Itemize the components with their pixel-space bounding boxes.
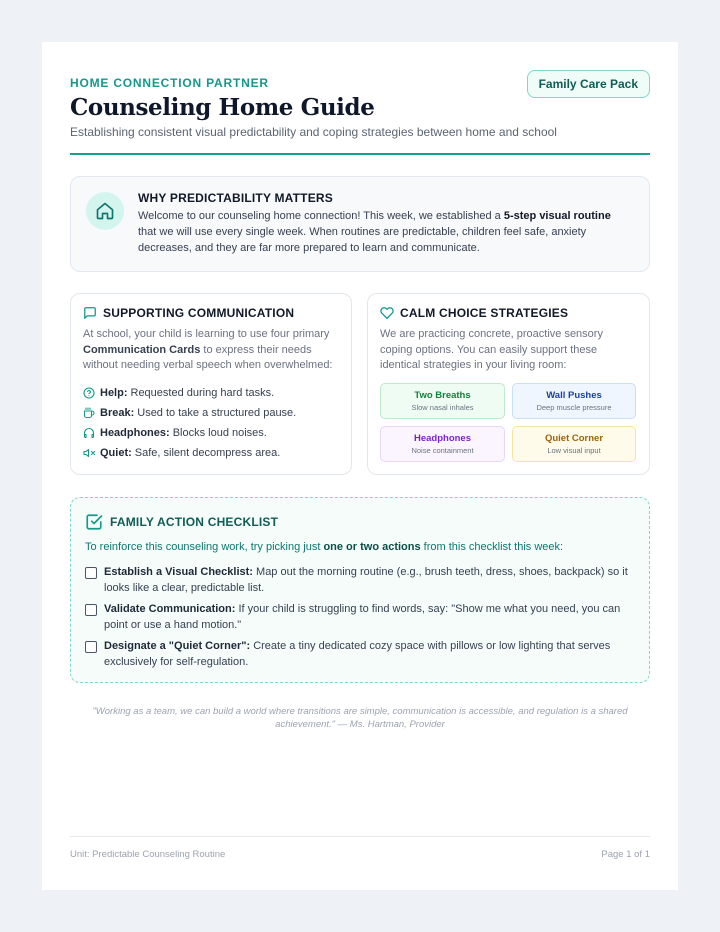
list-item: Quiet: Safe, silent decompress area. xyxy=(83,443,343,463)
why-heading: WHY PREDICTABILITY MATTERS xyxy=(138,191,333,205)
provider-quote: "Working as a team, we can build a world where transitions are simple, communication is accessible, and regulation is a shared achievement." — Ms. Hartman, Provider xyxy=(92,706,628,730)
list-item: Help: Requested during hard tasks. xyxy=(83,383,343,403)
volume-mute-icon xyxy=(83,447,95,459)
strategy-tile-two-breaths: Two Breaths Slow nasal inhales xyxy=(380,383,505,419)
checklist-heading: FAMILY ACTION CHECKLIST xyxy=(110,515,279,529)
checklist-item: Designate a "Quiet Corner": Create a tiny dedicated cozy space with pillows or low lighting that serves exclusively for self-regulation. xyxy=(85,639,637,670)
calm-heading: CALM CHOICE STRATEGIES xyxy=(400,306,569,320)
header-divider xyxy=(70,153,650,155)
checklist-items xyxy=(85,565,637,676)
family-care-pack-badge: Family Care Pack xyxy=(527,70,650,98)
checkbox[interactable] xyxy=(85,567,97,579)
strategy-tile-quiet-corner: Quiet Corner Low visual input xyxy=(512,426,636,462)
checkbox[interactable] xyxy=(85,604,97,616)
list-item: Headphones: Blocks loud noises. xyxy=(83,423,343,443)
help-circle-icon xyxy=(83,387,95,399)
why-body-bold: 5-step visual routine xyxy=(503,210,611,222)
footer-unit: Unit: Predictable Counseling Routine xyxy=(70,849,226,860)
heart-icon xyxy=(380,306,394,320)
strategy-tile-wall-pushes: Wall Pushes Deep muscle pressure xyxy=(512,383,636,419)
communication-card xyxy=(70,293,352,475)
strategy-tiles xyxy=(380,383,636,462)
communication-card-list xyxy=(83,383,343,463)
page-title: Counseling Home Guide xyxy=(70,94,375,121)
family-action-checklist xyxy=(70,497,650,683)
coffee-cup-icon xyxy=(83,407,95,419)
checklist-item: Validate Communication: If your child is struggling to find words, say: "Show me what you need, you can point or use a hand motion." xyxy=(85,602,637,633)
eyebrow-label: HOME CONNECTION PARTNER xyxy=(70,76,269,90)
communication-heading: SUPPORTING COMMUNICATION xyxy=(103,306,295,320)
list-item: Break: Used to take a structured pause. xyxy=(83,403,343,423)
communication-intro: At school, your child is learning to use four primary Communication Cards to express their needs without needing verbal speech when overwhelmed: xyxy=(83,328,333,371)
why-predictability-panel xyxy=(70,176,650,272)
checklist-intro: To reinforce this counseling work, try picking just one or two actions from this checklist this week: xyxy=(85,541,564,553)
footer-page-number: Page 1 of 1 xyxy=(601,849,650,860)
checklist-item: Establish a Visual Checklist: Map out the morning routine (e.g., brush teeth, dress, shoes, backpack) so it looks like a clear, predictable list. xyxy=(85,565,637,596)
guide-page xyxy=(42,42,678,890)
checkbox[interactable] xyxy=(85,641,97,653)
headphones-icon xyxy=(83,427,95,439)
calm-intro: We are practicing concrete, proactive sensory coping options. You can easily support these identical strategies in your living room: xyxy=(380,328,603,371)
why-body: Welcome to our counseling home connection! This week, we established a 5-step visual routine that we will use every single week. When routines are predictable, children feel safe, anxiety decreases, and they are far more prepared to learn and communicate. xyxy=(138,210,611,254)
check-square-icon xyxy=(85,513,103,531)
home-icon xyxy=(86,192,124,230)
message-square-icon xyxy=(83,306,97,320)
page-subtitle: Establishing consistent visual predictability and coping strategies between home and school xyxy=(70,125,557,139)
calm-strategies-card xyxy=(367,293,650,475)
strategy-tile-headphones: Headphones Noise containment xyxy=(380,426,505,462)
footer-divider xyxy=(70,836,650,837)
